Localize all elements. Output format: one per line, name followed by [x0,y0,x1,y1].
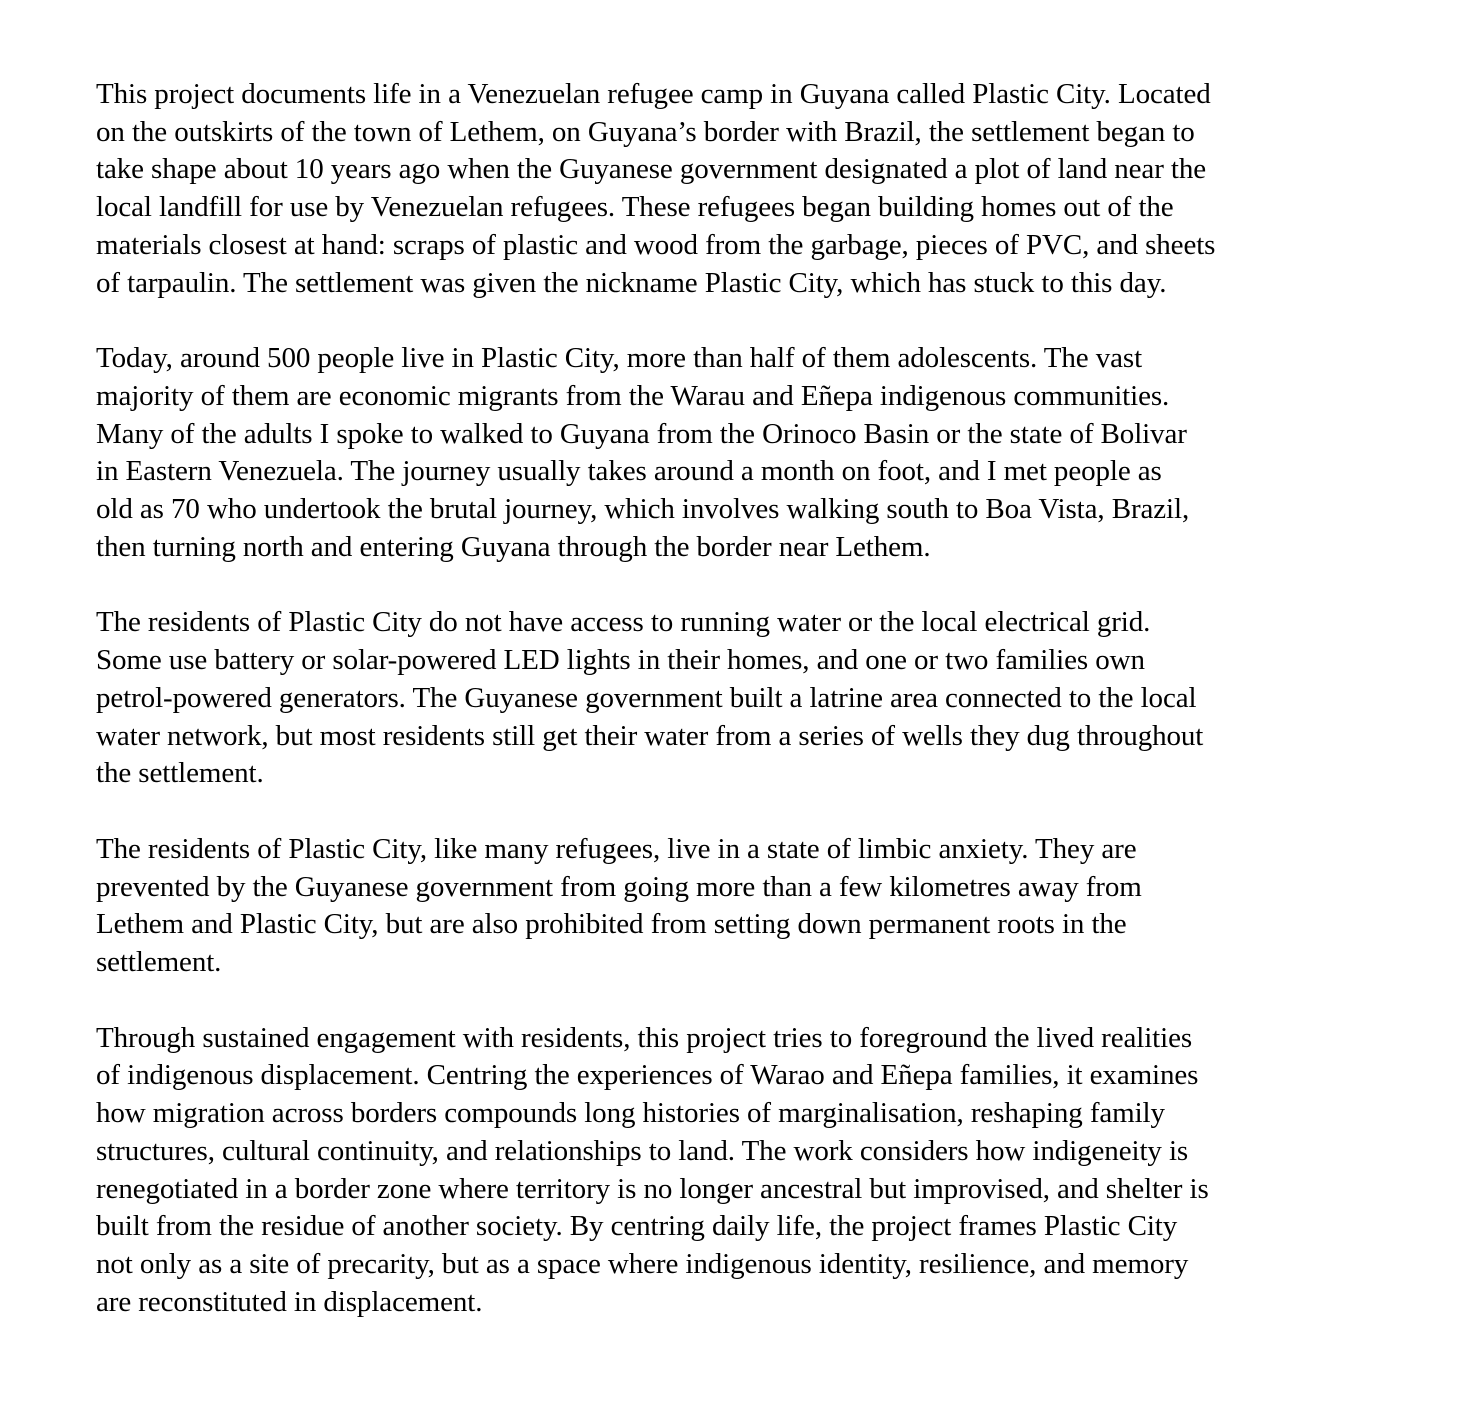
text-line: water network, but most residents still get their water from a series of wells they dug throughout [96,719,1204,752]
text-line: The residents of Plastic City do not have access to running water or the local electrical grid. [96,606,1151,639]
paragraph-engagement [96,1020,1386,1322]
text-line: structures, cultural continuity, and relationships to land. The work considers how indigeneity is [96,1134,1189,1167]
text-line: how migration across borders compounds long histories of marginalisation, reshaping family [96,1097,1165,1130]
text-line: prevented by the Guyanese government from going more than a few kilometres away from [96,870,1142,903]
text-line: are reconstituted in displacement. [96,1285,483,1318]
text-line: local landfill for use by Venezuelan refugees. These refugees began building homes out of the [96,191,1174,224]
text-line: old as 70 who undertook the brutal journey, which involves walking south to Boa Vista, Brazil, [96,493,1190,526]
text-line: not only as a site of precarity, but as a space where indigenous identity, resilience, and memory [96,1247,1189,1280]
text-line: then turning north and entering Guyana through the border near Lethem. [96,530,931,563]
text-line: the settlement. [96,757,264,790]
text-line: Many of the adults I spoke to walked to Guyana from the Orinoco Basin or the state of Bolivar [96,417,1187,450]
text-line: petrol-powered generators. The Guyanese government built a latrine area connected to the local [96,681,1197,714]
text-line: materials closest at hand: scraps of plastic and wood from the garbage, pieces of PVC, and sheets [96,228,1216,261]
paragraph-population [96,340,1386,566]
text-line: Today, around 500 people live in Plastic City, more than half of them adolescents. The vast [96,342,1143,375]
text-line: This project documents life in a Venezuelan refugee camp in Guyana called Plastic City. Located [96,78,1211,110]
text-line: built from the residue of another society. By centring daily life, the project frames Plastic City [96,1210,1178,1243]
paragraph-anxiety [96,831,1386,982]
text-line: in Eastern Venezuela. The journey usually takes around a month on foot, and I met people as [96,455,1162,488]
text-line: take shape about 10 years ago when the Guyanese government designated a plot of land near the [96,153,1207,186]
text-line: Lethem and Plastic City, but are also prohibited from setting down permanent roots in the [96,908,1127,941]
paragraph-infrastructure [96,604,1386,793]
text-line: on the outskirts of the town of Lethem, on Guyana’s border with Brazil, the settlement began to [96,115,1195,148]
text-line: renegotiated in a border zone where territory is no longer ancestral but improvised, and shelter is [96,1172,1209,1205]
text-line: Through sustained engagement with residents, this project tries to foreground the lived realities [96,1021,1193,1054]
text-line: settlement. [96,946,222,979]
text-line: The residents of Plastic City, like many refugees, live in a state of limbic anxiety. They are [96,832,1137,865]
text-line: majority of them are economic migrants from the Warau and Eñepa indigenous communities. [96,379,1170,412]
text-line: of indigenous displacement. Centring the experiences of Warao and Eñepa families, it examines [96,1059,1199,1092]
document-body [96,76,1386,1359]
paragraph-intro [96,76,1386,302]
text-line: of tarpaulin. The settlement was given the nickname Plastic City, which has stuck to this day. [96,266,1167,299]
text-line: Some use battery or solar-powered LED lights in their homes, and one or two families own [96,644,1145,677]
